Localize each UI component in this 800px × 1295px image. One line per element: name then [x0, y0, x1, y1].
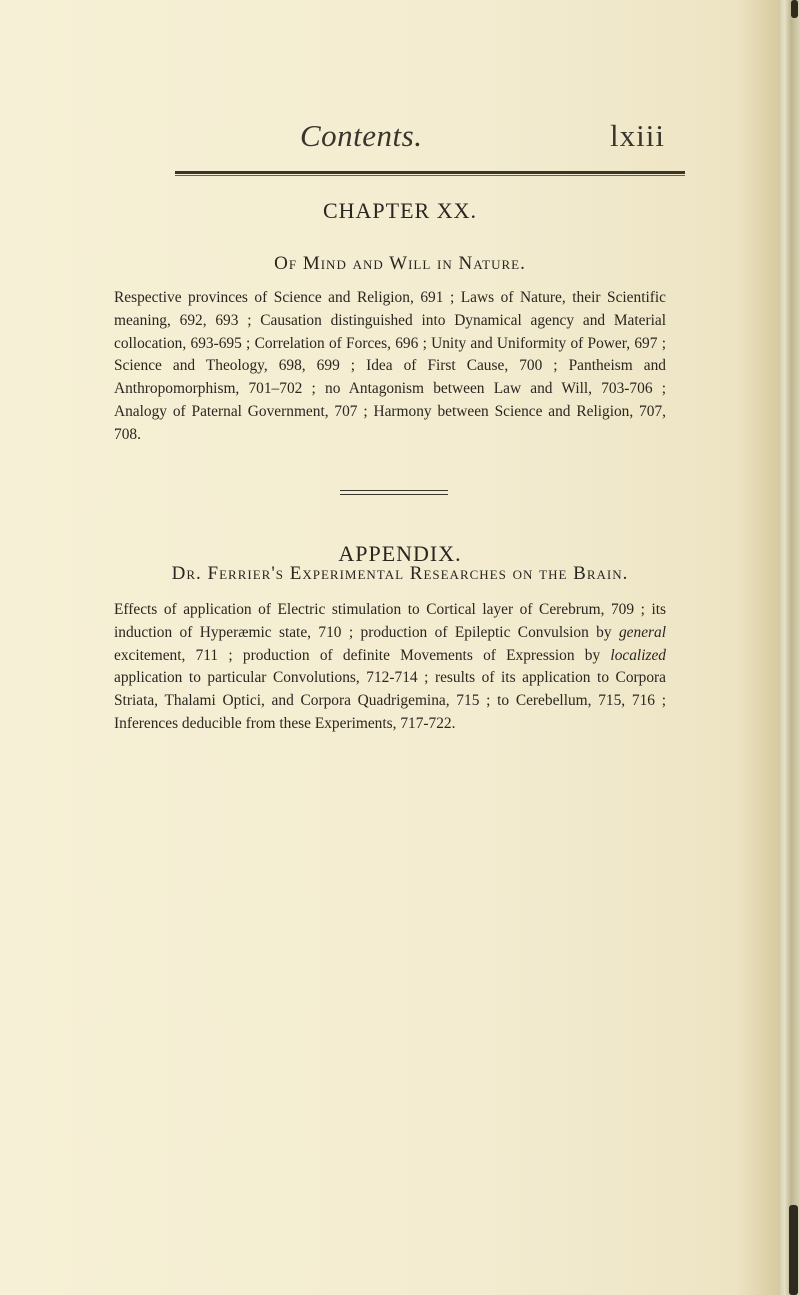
running-header-title: Contents.	[300, 118, 423, 153]
chapter-heading: CHAPTER XX.	[322, 198, 477, 223]
appendix-text-part: excitement, 711 ; production of definite Movements of Expression by	[114, 646, 611, 664]
appendix-heading: APPENDIX.	[338, 541, 462, 566]
edge-mark	[789, 1205, 798, 1295]
chapter-subtitle: Of Mind and Will in Nature.	[274, 253, 526, 274]
appendix-subtitle: Dr. Ferrier's Experimental Researches on the Brain.	[171, 563, 629, 584]
appendix-text-italic: general	[618, 623, 666, 641]
appendix-text-part: Effects of application of Electric stimulation to Cortical layer of Cerebrum, 709 ; its induction of Hyperæmic state, 710 ; production of Epileptic Convulsion by	[114, 601, 666, 641]
header-rule-thin	[175, 175, 685, 176]
section-divider	[340, 494, 448, 495]
edge-mark	[791, 0, 798, 18]
chapter-summary: Respective provinces of Science and Religion, 691 ; Laws of Nature, their Scientific meaning, 692, 693 ; Causation distinguished into Dynamical agency and Material collocation, 693-695 ; Correlation of Forces, 696 ; Unity and Uniformity of Power, 697 ; Science and Theology, 698, 699 ; Idea of First Cause, 700 ; Pantheism and Anthropomorphism, 701–702 ; no Antagonism between Law and Will, 703-706 ; Analogy of Paternal Government, 707 ; Harmony between Science and Religion, 707, 708.	[114, 289, 666, 443]
page-number: lxiii	[610, 118, 665, 153]
page-edge	[778, 0, 800, 1295]
section-divider	[340, 490, 448, 491]
appendix-text-italic: localized	[610, 646, 666, 664]
appendix-text-part: application to particular Convolutions, 712-714 ; results of its application to Corpora Striata, Thalami Optici, and Corpora Quadrigemina, 715 ; to Cerebellum, 715, 716 ; Inferences deducible from these Experiments, 717-722.	[114, 669, 666, 732]
header-rule	[175, 171, 685, 174]
appendix-summary	[114, 599, 666, 736]
